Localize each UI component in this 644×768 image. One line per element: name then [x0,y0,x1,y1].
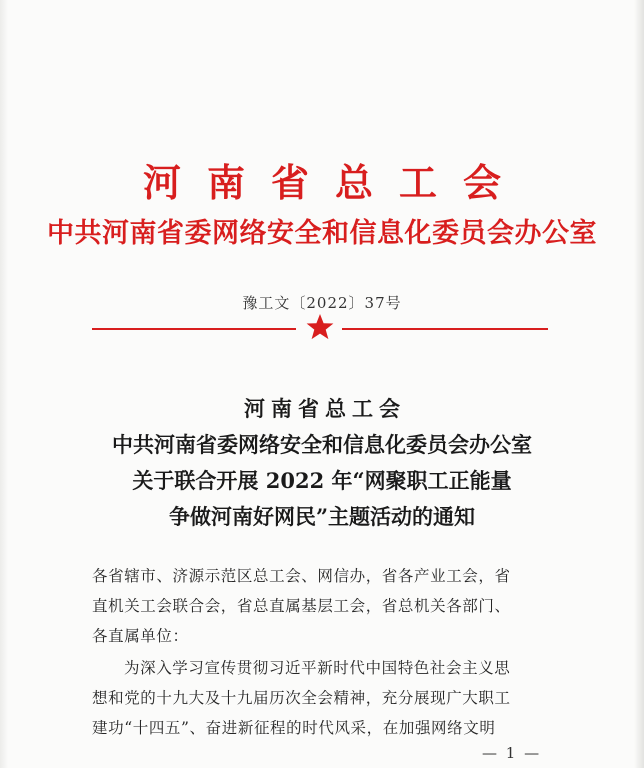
body-line-2: 直机关工会联合会，省总直属基层工会，省总机关各部门、 [92,597,511,615]
body-line-5: 想和党的十九大及十九届历次全会精神，充分展现广大职工 [92,689,511,707]
red-rule-right [342,328,548,330]
letterhead-org-2: 中共河南省委网络安全和信息化委员会办公室 [47,218,597,249]
notice-title-line-1: 河南省总工会 [244,396,406,421]
letterhead-org-1: 河南省总工会 [142,160,527,205]
red-star-icon [305,312,335,342]
notice-title-line-3: 关于联合开展 2022 年“网聚职工正能量 [132,468,512,493]
body-line-6: 建功“十四五”、奋进新征程的时代风采，在加强网络文明 [92,719,496,737]
notice-title-line-2: 中共河南省委网络安全和信息化委员会办公室 [112,432,532,457]
document-number: 豫工文〔2022〕37号 [242,294,402,312]
notice-title-line-4: 争做河南好网民”主题活动的通知 [168,504,476,529]
body-line-3: 各直属单位： [92,627,189,645]
body-line-1: 各省辖市、济源示范区总工会、网信办，省各产业工会，省 [92,567,511,585]
page-left-edge [0,0,8,768]
body-line-4: 为深入学习宣传贯彻习近平新时代中国特色社会主义思 [124,659,511,677]
red-rule-left [92,328,296,330]
page-right-edge [634,0,644,768]
page-number: — 1 — [482,744,542,762]
